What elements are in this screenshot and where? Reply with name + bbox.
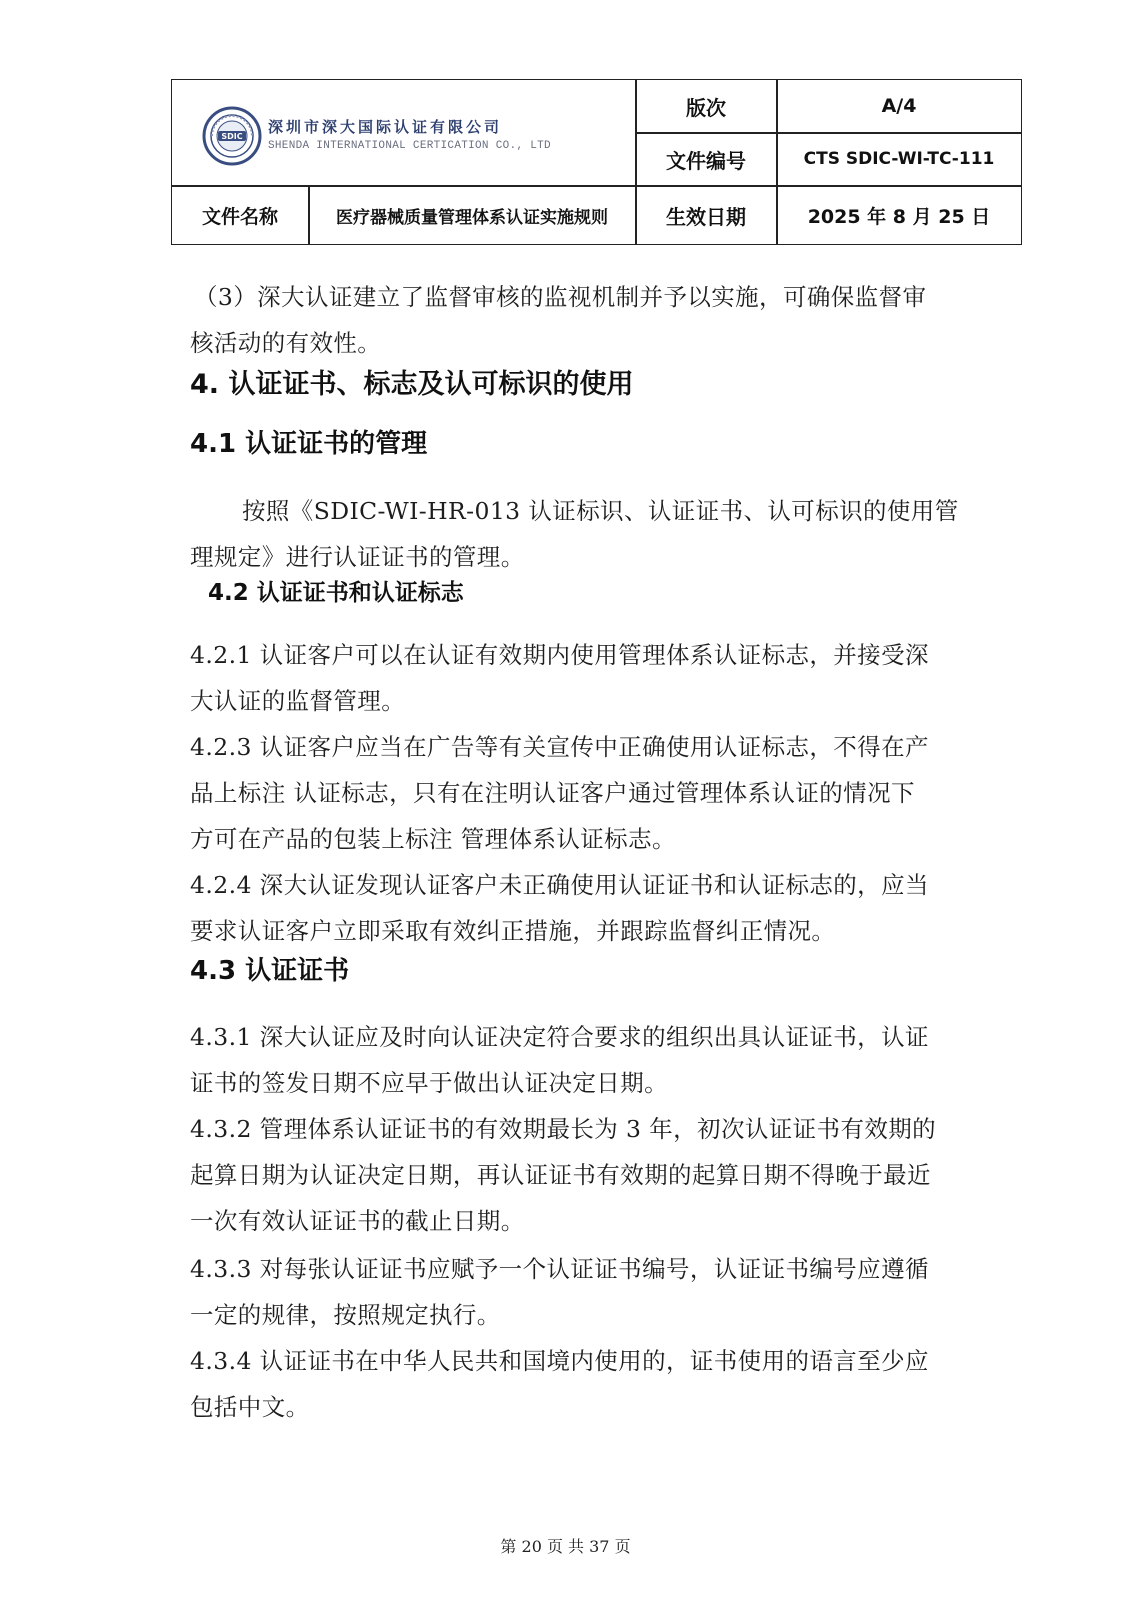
paragraph-line: 一次有效认证证书的截止日期。	[190, 1207, 525, 1235]
paragraph-line: 按照《SDIC-WI-HR-013 认证标识、认证证书、认可标识的使用管	[242, 497, 959, 525]
section-heading-4-3: 4.3 认证证书	[190, 956, 350, 986]
version-label: 版次	[686, 95, 726, 120]
paragraph-line: 4.2.4 深大认证发现认证客户未正确使用认证证书和认证标志的，应当	[190, 871, 929, 899]
svg-text:SDIC: SDIC	[221, 132, 243, 141]
company-seal-icon	[202, 106, 262, 166]
paragraph-line: 核活动的有效性。	[190, 329, 382, 357]
paragraph-line: （3）深大认证建立了监督审核的监视机制并予以实施，可确保监督审	[194, 283, 927, 311]
version-value: A/4	[881, 95, 917, 117]
effective-date-value: 2025 年 8 月 25 日	[807, 205, 991, 228]
doc-name-label: 文件名称	[201, 205, 278, 228]
paragraph-line: 方可在产品的包装上标注 管理体系认证标志。	[190, 825, 676, 853]
doc-number-label: 文件编号	[666, 148, 746, 173]
paragraph-line: 要求认证客户立即采取有效纠正措施，并跟踪监督纠正情况。	[190, 917, 836, 945]
company-name-cn: 深圳市深大国际认证有限公司	[268, 118, 503, 136]
section-heading-4: 4. 认证证书、标志及认可标识的使用	[190, 369, 634, 400]
effective-date-label: 生效日期	[666, 204, 746, 229]
paragraph-line: 起算日期为认证决定日期，再认证证书有效期的起算日期不得晚于最近	[190, 1161, 931, 1189]
paragraph-line: 4.3.1 深大认证应及时向认证决定符合要求的组织出具认证证书，认证	[190, 1023, 929, 1051]
paragraph-line: 一定的规律，按照规定执行。	[190, 1301, 501, 1329]
document-header-table	[171, 79, 1022, 245]
paragraph-line: 4.3.3 对每张认证证书应赋予一个认证证书编号，认证证书编号应遵循	[190, 1255, 929, 1283]
section-heading-4-2: 4.2 认证证书和认证标志	[208, 580, 464, 606]
paragraph-line: 大认证的监督管理。	[190, 687, 406, 715]
paragraph-line: 包括中文。	[190, 1393, 310, 1421]
company-logo	[202, 106, 562, 166]
doc-name-value: 医疗器械质量管理体系认证实施规则	[336, 207, 608, 228]
doc-number-value: CTS SDIC-WI-TC-111	[803, 149, 995, 169]
paragraph-line: 理规定》进行认证证书的管理。	[190, 543, 525, 571]
company-name-en: SHENDA INTERNATIONAL CERTICATION CO., LTD	[268, 140, 551, 152]
paragraph-line: 品上标注 认证标志，只有在注明认证客户通过管理体系认证的情况下	[190, 779, 915, 807]
paragraph-line: 4.2.1 认证客户可以在认证有效期内使用管理体系认证标志，并接受深	[190, 641, 929, 669]
paragraph-line: 4.3.2 管理体系认证证书的有效期最长为 3 年，初次认证证书有效期的	[190, 1115, 937, 1143]
paragraph-line: 4.2.3 认证客户应当在广告等有关宣传中正确使用认证标志，不得在产	[190, 733, 929, 761]
paragraph-line: 证书的签发日期不应早于做出认证决定日期。	[190, 1069, 668, 1097]
section-heading-4-1: 4.1 认证证书的管理	[190, 429, 428, 459]
paragraph-line: 4.3.4 认证证书在中华人民共和国境内使用的，证书使用的语言至少应	[190, 1347, 929, 1375]
page-number: 第 20 页 共 37 页	[500, 1537, 631, 1556]
